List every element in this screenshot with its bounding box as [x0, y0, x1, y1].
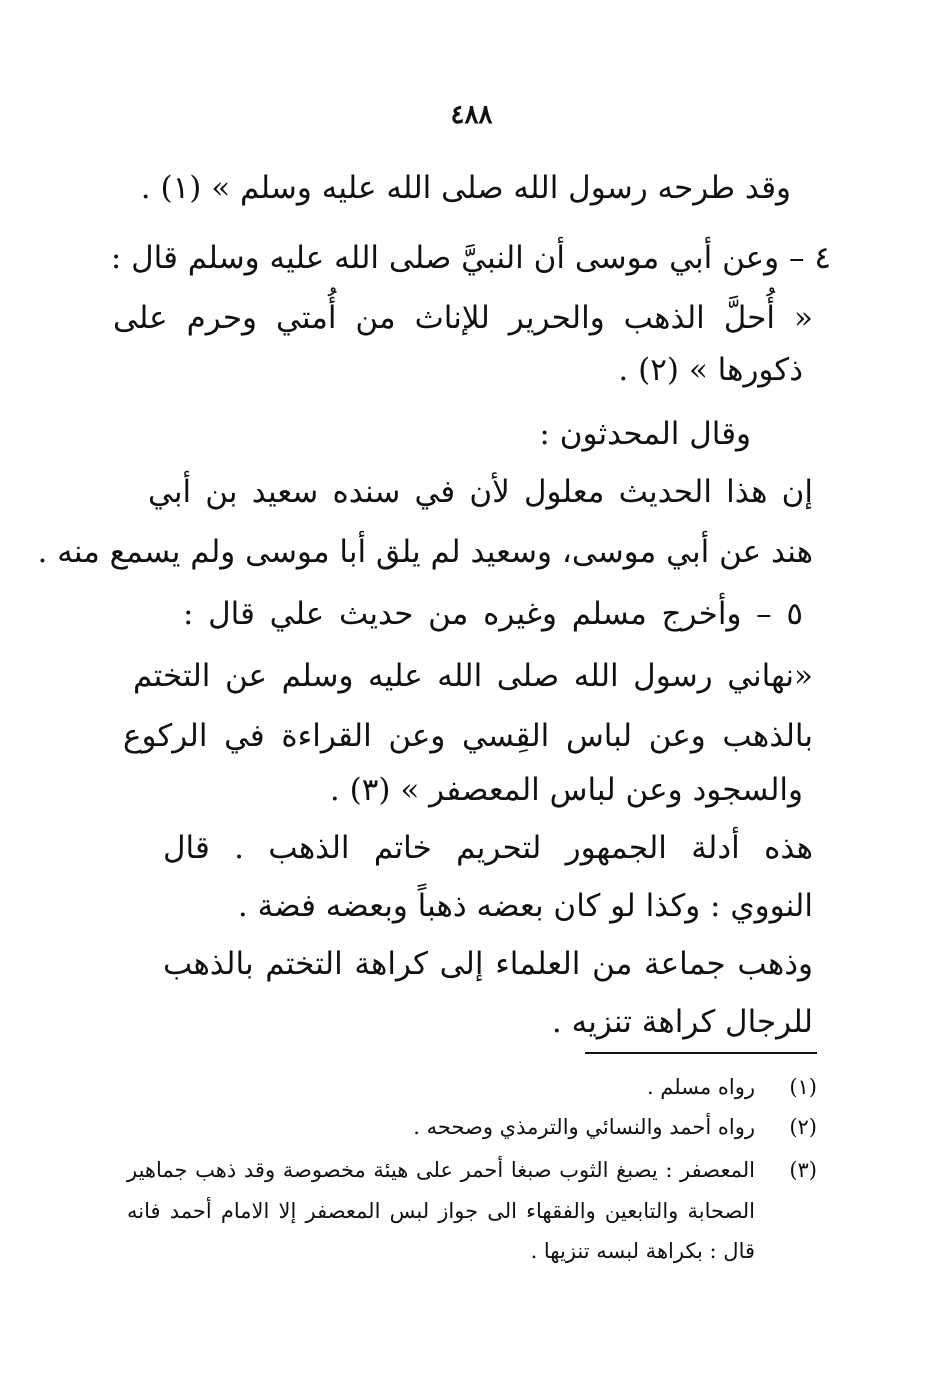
footnote-text: المعصفر : يصبغ الثوب صبغا أحمر على هيئة مخصوصة وقد ذهب جماهير — [127, 1158, 755, 1182]
text-line: ٤ – وعن أبي موسى أن النبيَّ صلى الله عليه وسلم قال : — [110, 240, 831, 276]
footnote-text: الصحابة والتابعين والفقهاء الى جواز لبس المعصفر إلا الامام أحمد فانه — [127, 1199, 755, 1223]
text-line: بالذهب وعن لباس القِسي وعن القراءة في الركوع — [123, 718, 813, 754]
text-line: هند عن أبي موسى، وسعيد لم يلق أبا موسى ولم يسمع منه . — [37, 534, 813, 570]
text-line: النووي : وكذا لو كان بعضه ذهباً وبعضه فضة . — [237, 888, 813, 924]
text-line: وقد طرحه رسول الله صلى الله عليه وسلم » (١) . — [140, 170, 791, 206]
footnote-marker: (١) — [789, 1075, 817, 1099]
text-line: وقال المحدثون : — [539, 416, 751, 452]
footnote-text: رواه مسلم . — [646, 1075, 755, 1099]
text-line: هذه أدلة الجمهور لتحريم خاتم الذهب . قال — [163, 830, 813, 866]
footnote-text: قال : بكراهة لبسه تنزيها . — [530, 1239, 755, 1263]
footnote-marker: (٣) — [789, 1158, 817, 1182]
footnote-text: رواه أحمد والنسائي والترمذي وصححه . — [413, 1115, 755, 1139]
page-number: ٤٨٨ — [450, 100, 493, 130]
text-line: وذهب جماعة من العلماء إلى كراهة التختم بالذهب — [163, 946, 813, 982]
text-line: إن هذا الحديث معلول لأن في سنده سعيد بن أبي — [148, 474, 813, 510]
text-line: «نهاني رسول الله صلى الله عليه وسلم عن التختم — [133, 658, 813, 694]
text-line: ٥ – وأخرج مسلم وغيره من حديث علي قال : — [183, 596, 803, 632]
footnote-marker: (٢) — [789, 1115, 817, 1139]
text-line: « أُحلَّ الذهب والحرير للإناث من أُمتي وحرم على — [113, 300, 813, 336]
footnote-separator — [585, 1052, 817, 1054]
text-line: ذكورها » (٢) . — [618, 352, 803, 388]
text-line: للرجال كراهة تنزيه . — [551, 1004, 813, 1040]
text-line: والسجود وعن لباس المعصفر » (٣) . — [329, 772, 803, 808]
